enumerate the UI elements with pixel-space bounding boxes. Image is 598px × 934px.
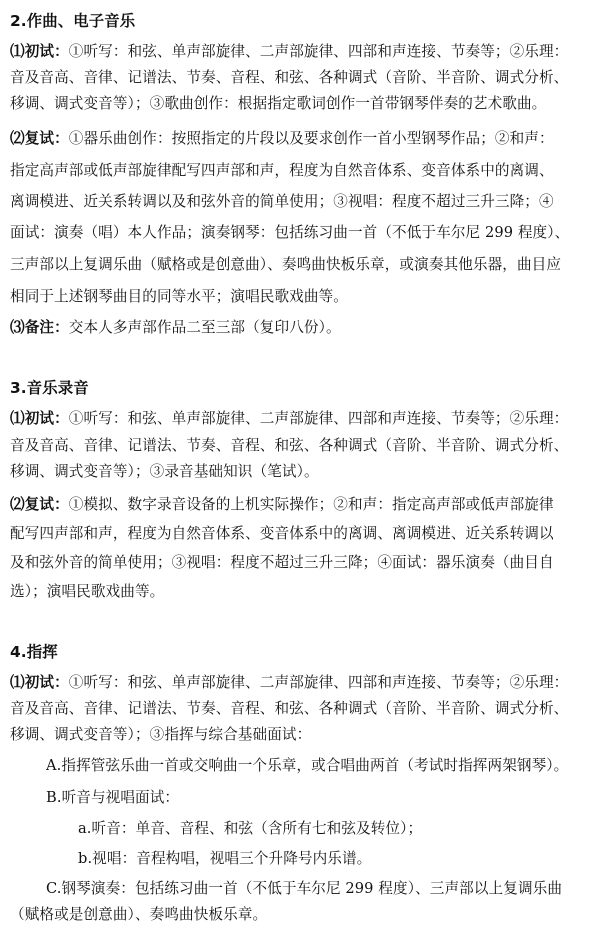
item-label: ⑴初试： xyxy=(10,674,69,691)
item-label: ⑶备注： xyxy=(10,319,69,336)
text-line xyxy=(10,40,592,64)
text-line: 指定高声部或低声部旋律配写四声部和声，程度为自然音体系、变音体系中的离调、 xyxy=(10,162,554,179)
item-label: ⑴初试： xyxy=(10,43,69,60)
section-heading: 2.作曲、电子音乐 xyxy=(10,12,136,30)
item-label: ⑵复试： xyxy=(10,496,69,513)
item-text: ①听写：和弦、单声部旋律、二声部旋律、四部和声连接、节奏等；②乐理： xyxy=(68,410,569,427)
text-line: 音及音高、音律、记谱法、节奏、音程、和弦、各种调式（音阶、半音阶、调式分析、 xyxy=(10,700,569,717)
text-line xyxy=(10,127,592,151)
item-text: ①模拟、数字录音设备的上机实际操作；②和声：指定高声部或低声部旋律 xyxy=(68,496,554,513)
item-text: ①听写：和弦、单声部旋律、二声部旋律、四部和声连接、节奏等；②乐理： xyxy=(68,43,569,60)
text-line xyxy=(10,407,592,431)
text-line: 及和弦外音的简单使用；③视唱：程度不超过三升三降；④面试：器乐演奏（曲目自 xyxy=(10,554,554,571)
text-line: 音及音高、音律、记谱法、节奏、音程、和弦、各种调式（音阶、半音阶、调式分析、 xyxy=(10,437,569,454)
text-line: 配写四声部和声，程度为自然音体系、变音体系中的离调、离调模进、近关系转调以 xyxy=(10,525,554,542)
section-heading: 4.指挥 xyxy=(10,643,58,661)
item-text: ①听写：和弦、单声部旋律、二声部旋律、四部和声连接、节奏等；②乐理： xyxy=(68,674,569,691)
item-text: ①器乐曲创作：按照指定的片段以及要求创作一首小型钢琴作品；②和声： xyxy=(68,130,554,147)
item-text: 交本人多声部作品二至三部（复印八份）。 xyxy=(68,319,341,336)
text-line xyxy=(10,493,592,517)
subitem-b: B.听音与视唱面试： xyxy=(46,789,180,806)
section-heading: 3.音乐录音 xyxy=(10,379,89,397)
subitem-b-b: b.视唱：音程构唱，视唱三个升降号内乐谱。 xyxy=(78,850,372,867)
text-line: 相同于上述钢琴曲目的同等水平；演唱民歌戏曲等。 xyxy=(10,288,348,305)
subitem-b-a: a.听音：单音、音程、和弦（含所有七和弦及转位）； xyxy=(78,820,423,837)
text-line xyxy=(10,671,592,695)
text-line: 移调、调式变音等）；③录音基础知识（笔试）。 xyxy=(10,463,319,480)
subitem-a: A.指挥管弦乐曲一首或交响曲一个乐章，或合唱曲两首（考试时指挥两架钢琴）。 xyxy=(46,757,569,774)
item-label: ⑵复试： xyxy=(10,130,69,147)
item-label: ⑴初试： xyxy=(10,410,69,427)
text-line: 离调模进、近关系转调以及和弦外音的简单使用；③视唱：程度不超过三升三降；④ xyxy=(10,193,554,210)
text-line: 音及音高、音律、记谱法、节奏、音程、和弦、各种调式（音阶、半音阶、调式分析、 xyxy=(10,69,569,86)
text-line: 移调、调式变音等）；③歌曲创作：根据指定歌词创作一首带钢琴伴奏的艺术歌曲。 xyxy=(10,95,547,112)
text-line: 移调、调式变音等）；③指挥与综合基础面试： xyxy=(10,726,312,743)
text-line: 选）；演唱民歌戏曲等。 xyxy=(10,583,165,600)
subitem-c: C.钢琴演奏：包括练习曲一首（不低于车尔尼 299 程度）、三声部以上复调乐曲 xyxy=(46,880,563,897)
text-line: 面试：演奏（唱）本人作品；演奏钢琴：包括练习曲一首（不低于车尔尼 299 程度）、 xyxy=(10,224,570,241)
subitem-c-cont: （赋格或是创意曲）、奏鸣曲快板乐章。 xyxy=(10,906,268,923)
text-line xyxy=(10,316,592,340)
text-line: 三声部以上复调乐曲（赋格或是创意曲）、奏鸣曲快板乐章，或演奏其他乐器，曲目应 xyxy=(10,256,562,273)
